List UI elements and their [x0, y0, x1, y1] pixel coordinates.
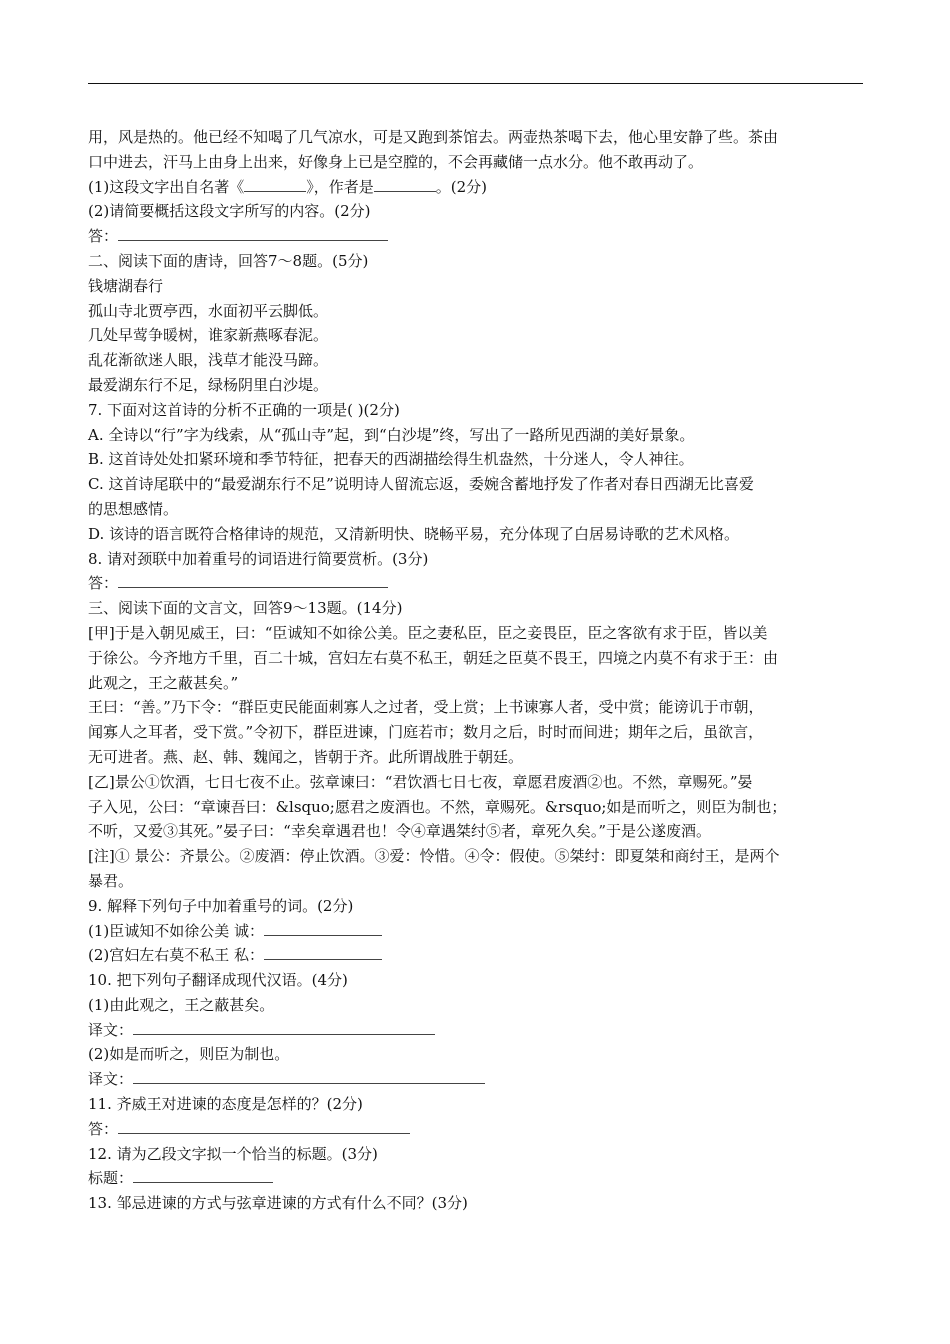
question-9-2: (2)宫妇左右莫不私王 私： — [88, 943, 863, 968]
question-10-2: (2)如是而听之，则臣为制也。 — [88, 1045, 290, 1064]
option-c: C. 这首诗尾联中的“最爱湖东行不足”说明诗人留流忘返，委婉含蓄地抒发了作者对春日西湖无比喜爱 — [88, 475, 754, 494]
question-13: 13. 邹忌进谏的方式与弦章进谏的方式有什么不同？(3分) — [88, 1194, 468, 1213]
question-6: (2)请简要概括这段文字所写的内容。(2分) — [88, 202, 371, 221]
author-blank[interactable] — [374, 179, 436, 192]
translation-line-1: 译文： — [88, 1018, 863, 1043]
section-3-heading: 三、阅读下面的文言文，回答9～13题。(14分) — [88, 599, 403, 618]
poem-title: 钱塘湖春行 — [88, 276, 164, 295]
poem-line-3: 乱花渐欲迷人眼，浅草才能没马蹄。 — [88, 351, 329, 370]
answer-line-6: 答： — [88, 224, 863, 249]
poem-line-4: 最爱湖东行不足，绿杨阴里白沙堤。 — [88, 375, 329, 394]
translation-blank-2[interactable] — [133, 1071, 485, 1084]
question-9-1: (1)臣诚知不如徐公美 诚： — [88, 919, 863, 944]
question-9: 9. 解释下列句子中加着重号的词。(2分) — [88, 896, 354, 915]
passage-jia-line-5: 闻寡人之耳者，受下赏。”令初下，群臣进谏，门庭若市；数月之后，时时而间进；期年之后，虽欲言， — [88, 723, 764, 742]
passage-yi-line-2: 子入见，公曰：“章谏吾曰：&lsquo;愿君之废酒也。不然，章赐死。&rsquo;如是而听之，则臣为制也； — [88, 797, 787, 816]
option-a: A. 全诗以“行”字为线索，从“孤山寺”起，到“白沙堤”终，写出了一路所见西湖的美好景象。 — [88, 425, 695, 444]
answer-blank-6[interactable] — [118, 228, 388, 241]
answer-blank-9-1[interactable] — [264, 923, 382, 936]
question-10: 10. 把下列句子翻译成现代汉语。(4分) — [88, 971, 348, 990]
question-8: 8. 请对颈联中加着重号的词语进行简要赏析。(3分) — [88, 549, 429, 568]
question-7: 7. 下面对这首诗的分析不正确的一项是( )(2分) — [88, 400, 400, 419]
question-10-1: (1)由此观之，王之蔽甚矣。 — [88, 995, 275, 1014]
passage-line-1: 用，风是热的。他已经不知喝了几气凉水，可是又跑到茶馆去。两壶热茶喝下去，他心里安静了些。茶由 — [88, 128, 779, 146]
title-line-12: 标题： — [88, 1166, 863, 1191]
answer-blank-11[interactable] — [118, 1121, 410, 1134]
note-line-1: [注]① 景公：齐景公。②废酒：停止饮酒。③爱：怜惜。④令：假使。⑤桀纣：即夏桀和商纣王，是两个 — [88, 847, 780, 866]
poem-line-1: 孤山寺北贾亭西，水面初平云脚低。 — [88, 301, 329, 320]
title-blank-12[interactable] — [133, 1170, 273, 1183]
document-page — [88, 125, 863, 1216]
answer-line-11: 答： — [88, 1117, 863, 1142]
answer-blank-9-2[interactable] — [264, 947, 382, 960]
passage-jia-line-1: [甲]于是入朝见威王，曰：“臣诚知不如徐公美。臣之妻私臣，臣之妾畏臣，臣之客欲有求于臣，皆以美 — [88, 623, 768, 642]
translation-blank-1[interactable] — [133, 1022, 435, 1035]
answer-line-8: 答： — [88, 571, 863, 596]
passage-jia-line-2: 于徐公。今齐地方千里，百二十城，宫妇左右莫不私王，朝廷之臣莫不畏王，四境之内莫不有求于王：由 — [88, 648, 779, 667]
passage-line-2: 口中进去，汗马上由身上出来，好像身上已是空膛的，不会再藏储一点水分。他不敢再动了。 — [88, 152, 704, 171]
question-11: 11. 齐威王对进谏的态度是怎样的？(2分) — [88, 1095, 363, 1114]
answer-blank-8[interactable] — [118, 575, 388, 588]
option-c-continued: 的思想感情。 — [88, 499, 179, 518]
poem-line-2: 几处早莺争暖树，谁家新燕啄春泥。 — [88, 326, 329, 345]
option-b: B. 这首诗处处扣紧环境和季节特征，把春天的西湖描绘得生机盎然，十分迷人，令人神往。 — [88, 450, 694, 469]
book-title-blank[interactable] — [244, 179, 306, 192]
passage-yi-line-3: 不听，又爱③其死。”晏子曰：“幸矣章遇君也！令④章遇桀纣⑤者，章死久矣。”于是公遂废酒。 — [88, 822, 712, 841]
option-d: D. 该诗的语言既符合格律诗的规范，又清新明快、晓畅平易，充分体现了白居易诗歌的艺术风格。 — [88, 524, 740, 543]
passage-yi-line-1: [乙]景公①饮酒，七日七夜不止。弦章谏曰：“君饮酒七日七夜，章愿君废酒②也。不然，章赐死。”晏 — [88, 772, 753, 791]
note-line-2: 暴君。 — [88, 871, 134, 890]
translation-line-2: 译文： — [88, 1067, 863, 1092]
passage-jia-line-3: 此观之，王之蔽甚矣。” — [88, 673, 239, 692]
question-5: (1)这段文字出自名著《 》，作者是 。(2分) — [88, 177, 488, 196]
header-rule — [88, 83, 863, 84]
section-2-heading: 二、阅读下面的唐诗，回答7～8题。(5分) — [88, 251, 369, 270]
question-12: 12. 请为乙段文字拟一个恰当的标题。(3分) — [88, 1144, 378, 1163]
passage-jia-line-6: 无可进者。燕、赵、韩、魏闻之，皆朝于齐。此所谓战胜于朝廷。 — [88, 747, 524, 766]
passage-jia-line-4: 王曰：“善。”乃下令：“群臣吏民能面刺寡人之过者，受上赏；上书谏寡人者，受中赏；能谤讥于市朝， — [88, 698, 764, 717]
